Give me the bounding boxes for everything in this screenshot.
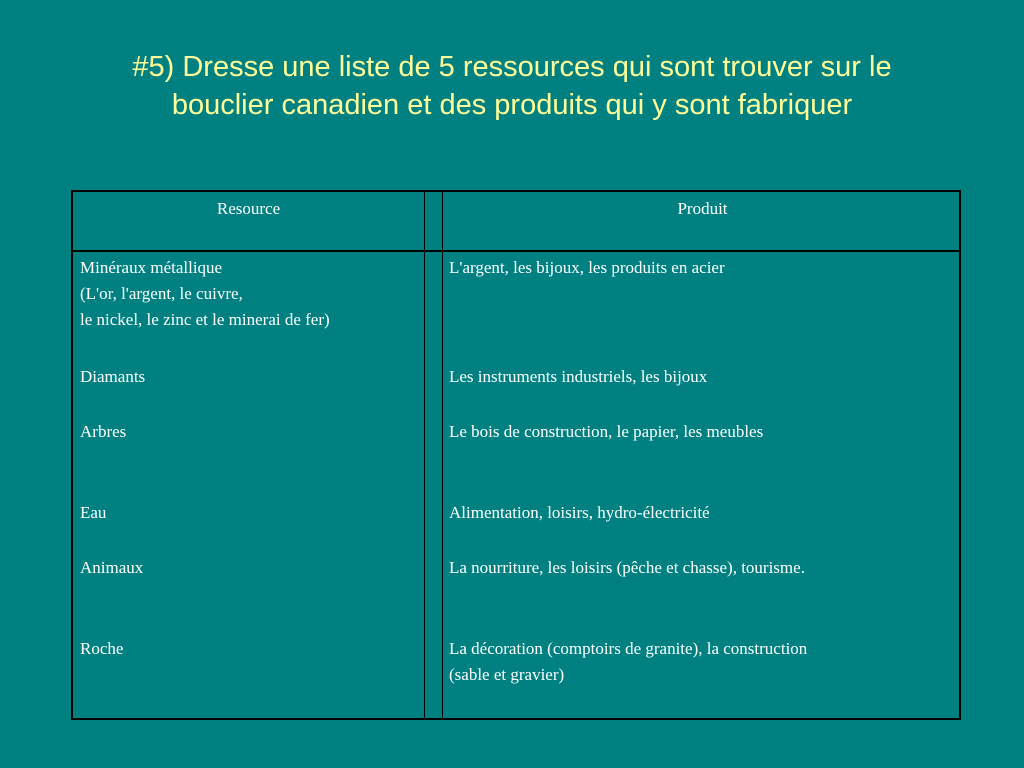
column-divider-left (424, 192, 425, 718)
table-row-produit (449, 419, 763, 445)
slide-title-line-2: bouclier canadien et des produits qui y sont fabriquer (171, 89, 853, 121)
resource-line: le nickel, le zinc et le minerai de fer) (80, 310, 330, 329)
table-row-produit (449, 364, 707, 390)
header-produit: Produit (677, 199, 728, 218)
table-row-produit (449, 636, 807, 688)
table-row-resource (80, 555, 143, 581)
table-row-resource (80, 636, 123, 662)
table-row-produit (449, 255, 725, 281)
slide-title-line-1: #5) Dresse une liste de 5 ressources qui sont trouver sur le (132, 51, 892, 83)
resource-line: (L'or, l'argent, le cuivre, (80, 284, 243, 303)
resource-line: Diamants (80, 367, 146, 386)
table-row-produit (449, 555, 805, 581)
resource-line: Roche (80, 639, 124, 658)
slide-title (40, 48, 984, 124)
produit-line: L'argent, les bijoux, les produits en acier (449, 258, 725, 277)
table-row-resource (80, 255, 330, 333)
table-row-resource (80, 500, 106, 526)
produit-line: La nourriture, les loisirs (pêche et chasse), tourisme. (449, 558, 805, 577)
table-row-resource (80, 419, 126, 445)
resource-line: Minéraux métallique (80, 258, 223, 277)
produit-line: Alimentation, loisirs, hydro-électricité (449, 503, 710, 522)
table-row-resource (80, 364, 145, 390)
resource-line: Animaux (80, 558, 144, 577)
produit-line: Le bois de construction, le papier, les meubles (449, 422, 764, 441)
table-row-produit (449, 500, 710, 526)
header-resource: Resource (216, 199, 281, 218)
column-divider-right (442, 192, 443, 718)
produit-line: (sable et gravier) (449, 665, 565, 684)
resource-line: Arbres (80, 422, 127, 441)
resource-line: Eau (80, 503, 107, 522)
header-separator (73, 250, 959, 252)
produit-line: Les instruments industriels, les bijoux (449, 367, 708, 386)
resources-table (71, 190, 961, 720)
produit-line: La décoration (comptoirs de granite), la construction (449, 639, 808, 658)
